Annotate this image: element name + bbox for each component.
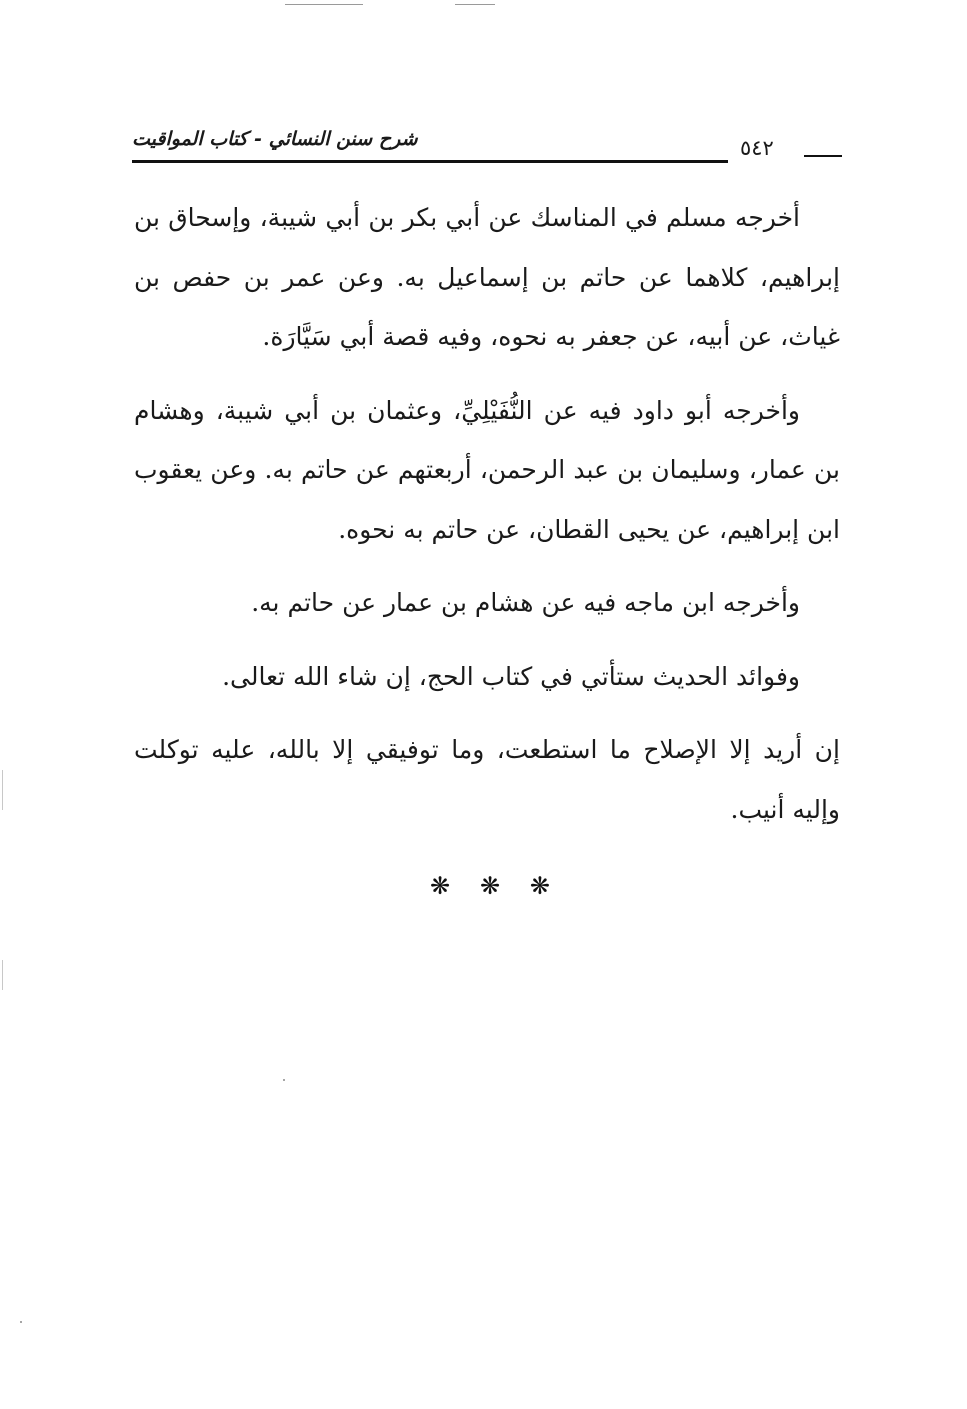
scan-speck <box>283 1079 285 1081</box>
divider-star-icon: ❋ <box>479 872 501 900</box>
page-number-dash <box>804 155 842 157</box>
scan-speck <box>20 1321 22 1323</box>
paragraph-5: إن أريد إلا الإصلاح ما استطعت، وما توفيقي إلا بالله، عليه توكلت وإليه أنيب. <box>134 735 840 824</box>
running-header <box>132 124 842 176</box>
scan-artifact <box>455 4 495 5</box>
running-header-title: شرح سنن النسائي - كتاب المواقيت <box>132 128 418 150</box>
scan-edge-artifact <box>2 770 3 810</box>
paragraph-3: وأخرجه ابن ماجه فيه عن هشام بن عمار عن حاتم به. <box>251 588 800 617</box>
body-text <box>134 188 840 853</box>
paragraph-4: وفوائد الحديث ستأتي في كتاب الحج، إن شاء الله تعالى. <box>222 661 800 691</box>
scan-edge-artifact <box>2 960 3 990</box>
divider-star-icon: ❋ <box>430 872 451 900</box>
paragraph-1: أخرجه مسلم في المناسك عن أبي بكر بن أبي شيبة، وإسحاق بن إبراهيم، كلاهما عن حاتم بن إسماعيل به. وعن عمر بن حفص بن غياث، عن أبيه، عن جعفر به نحوه، وفيه قصة أبي سَيَّارَة. <box>134 203 840 351</box>
section-divider <box>430 872 550 900</box>
scan-artifact <box>285 4 363 5</box>
header-rule <box>132 160 728 163</box>
page-number: ٥٤٢ <box>740 136 774 160</box>
divider-star-icon: ❋ <box>529 872 550 900</box>
paragraph-2: وأخرجه أبو داود فيه عن النُّفَيْلِيِّ، وعثمان بن أبي شيبة، وهشام بن عمار، وسليمان بن عبد الرحمن، أربعتهم عن حاتم به. وعن يعقوب ابن إبراهيم، عن يحيى القطان، عن حاتم به نحوه. <box>134 395 840 544</box>
